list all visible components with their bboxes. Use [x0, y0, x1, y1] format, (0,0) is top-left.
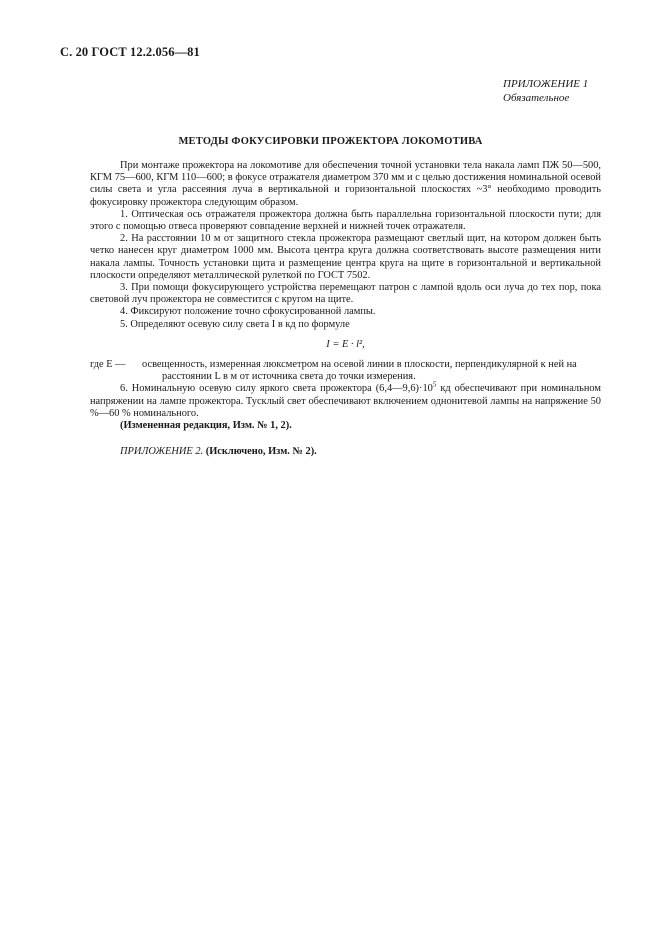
legend-text: освещенность, измеренная люксметром на осевой линии в плоскости, перпендикулярной к ней на: [142, 359, 577, 371]
revision-note: (Измененная редакция, Изм. № 1, 2).: [120, 420, 292, 432]
appendix-status: Обязательное: [503, 92, 570, 104]
page-header: С. 20 ГОСТ 12.2.056—81: [60, 45, 200, 59]
paragraph-6-start: 6. Номинальную осевую силу яркого света прожектора (6,4—9,6)·10: [120, 383, 433, 395]
formula-legend: [90, 359, 601, 383]
appendix-2-note: (Исключено, Изм. № 2).: [205, 446, 317, 458]
legend-symbol: где E —: [90, 359, 126, 371]
legend-continuation: расстоянии L в м от источника света до точки измерения.: [162, 371, 416, 383]
formula: I = E · l²,: [326, 338, 365, 350]
document-body: [90, 160, 601, 458]
paragraph-3: 3. При помощи фокусирующего устройства перемещают патрон с лампой вдоль оси луча до тех пор, пока световой луч прожектора не совместится с кругом на щите.: [90, 282, 601, 306]
paragraph-5: 5. Определяют осевую силу света I в кд по формуле: [120, 318, 350, 330]
exponent: 5: [432, 380, 437, 389]
appendix-title: ПРИЛОЖЕНИЕ 1: [503, 78, 589, 90]
paragraph-4: 4. Фиксируют положение точно сфокусированной лампы.: [120, 306, 376, 318]
appendix-2-label: ПРИЛОЖЕНИЕ 2.: [120, 446, 204, 458]
paragraph-6: [90, 380, 601, 420]
paragraph-2: 2. На расстоянии 10 м от защитного стекла прожектора размещают светлый щит, на котором должен быть четко нанесен круг диаметром 1000 мм. Высота центра круга должна соответствовать высоте размещения нити накала лампы. Точность установки щита и размещение центра круга на щите в горизонтальной и вертикальной плоскости определяют металлической рулеткой по ГОСТ 7502.: [90, 233, 601, 281]
paragraph-intro: При монтаже прожектора на локомотиве для обеспечения точной установки тела накала ламп ПЖ 50—500, КГМ 75—600, КГМ 110—600; в фокусе отражателя диаметром 370 мм и с целью достижения номинальной осевой силы света и угла рассеяния луча в вертикальной и горизонтальной плоскостях ~3° необходимо проводить фокусировку прожектора следующим образом.: [90, 160, 601, 208]
document-title: МЕТОДЫ ФОКУСИРОВКИ ПРОЖЕКТОРА ЛОКОМОТИВА: [178, 136, 483, 147]
appendix-label: [503, 77, 588, 105]
paragraph-6-end: кд обеспечивают при номинальном напряжении на лампе прожектора. Тусклый свет обеспечивают включением однонитевой лампы на напряжение 50 %—60 % номинального.: [90, 383, 601, 419]
paragraph-1: 1. Оптическая ось отражателя прожектора должна быть параллельна горизонтальной плоскости пути; для этого с помощью отвеса проверяют совпадение верхней и нижней точек отражателя.: [90, 208, 601, 233]
appendix-2: [120, 446, 601, 458]
